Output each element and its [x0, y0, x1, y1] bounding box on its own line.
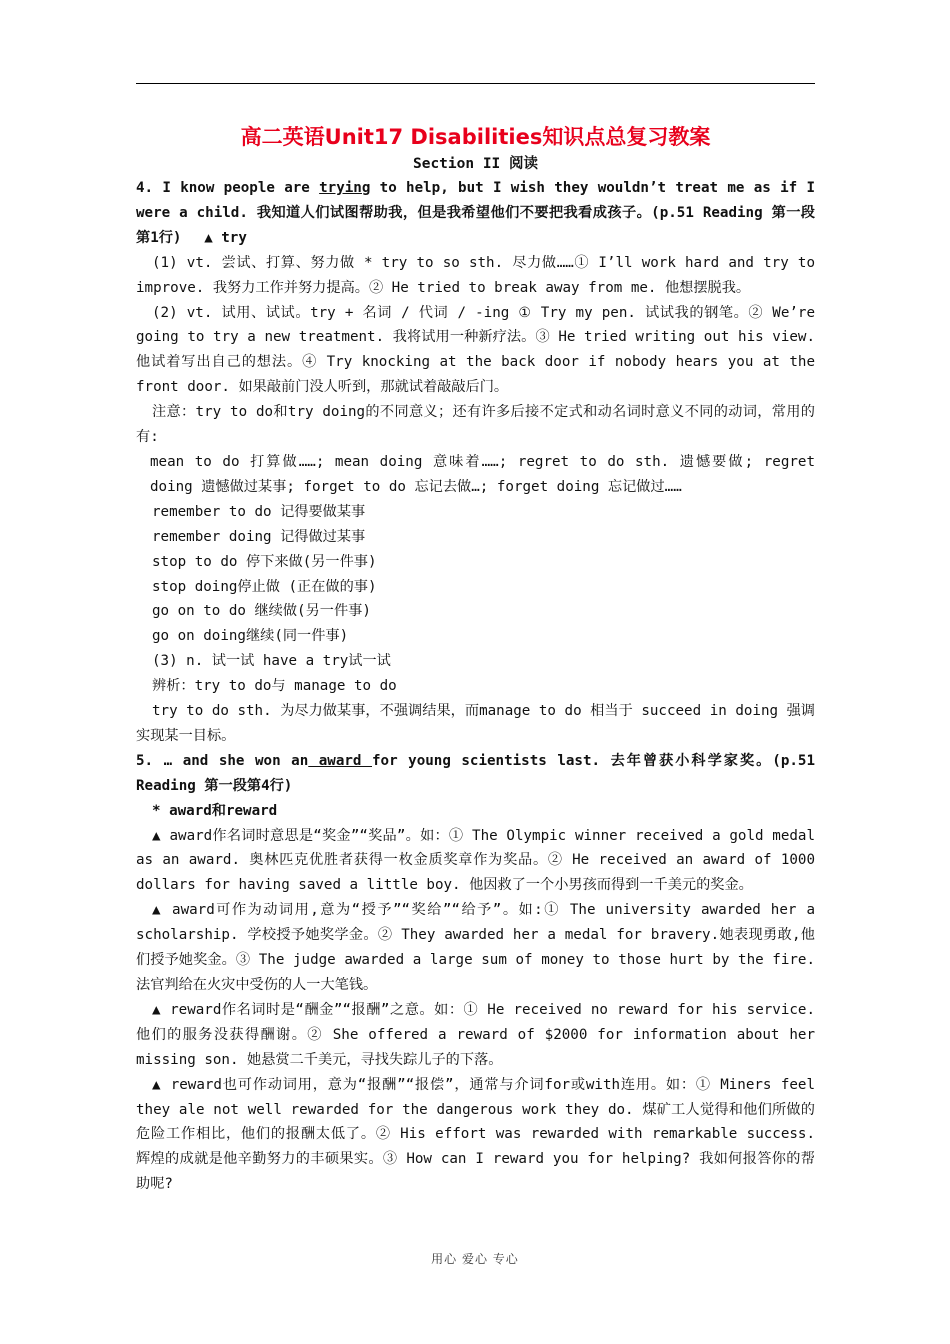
award-noun: ▲ award作名词时意思是“奖金”“奖品”。如：① The Olympic winner received a gold medal as an award. 奥林匹克优胜者获得一枚金质奖章作为奖品。② He received an award of 1000 dollars for having saved a little boy. 他因救了一个小男孩而得到一千美元的奖金。	[136, 827, 815, 894]
verb-pair-item: remember to do 记得要做某事	[152, 503, 366, 520]
item-4-heading	[136, 176, 815, 251]
award-reward-heading: * award和reward	[152, 802, 278, 819]
header-rule	[136, 83, 815, 84]
verb-pair-item: stop to do 停下来做(另一件事)	[152, 553, 377, 570]
verb-pairs-intro: mean to do 打算做……; mean doing 意味着……; regret to do sth. 遗憾要做; regret doing 遗憾做过某事; forget to do 忘记去做…; forget doing 忘记做过……	[150, 453, 815, 495]
item-4-number: 4.	[136, 180, 163, 196]
item-4-pre: I know people are	[162, 180, 320, 196]
verb-pair-item: stop doing停止做 (正在做的事)	[152, 578, 377, 595]
item-5-post: for young scientists last. 去年曾获小科学家奖。(p.51 Reading 第一段第4行)	[136, 752, 815, 794]
section-subtitle: Section II 阅读	[412, 156, 539, 172]
page-footer: 用心 爱心 专心	[431, 1252, 519, 1266]
reward-verb: ▲ reward也可作动词用，意为“报酬”“报偿”，通常与介词for或with连用。如：① Miners feel they ale not well rewarded for the dangerous work they do. 煤矿工人觉得和他们所做的危险工作相比，他们的报酬太低了。② His effort was rewarded with remarkable success. 辉煌的成就是他辛勤努力的丰硕果实。③ How can I reward you for helping? 我如何报答你的帮助呢?	[136, 1076, 815, 1193]
try-noun-usage: (3) n. 试一试 have a try试一试	[152, 653, 391, 670]
verb-pair-item: go on to do 继续做(另一件事)	[152, 603, 371, 620]
try-meaning-1: (1) vt. 尝试、打算、努力做 * try to so sth. 尽力做……① I’ll work hard and try to improve. 我努力工作并努力提高。② He tried to break away from me. 他想摆脱我。	[136, 254, 815, 296]
item-4-post: to help, but I wish they wouldn’t treat me as if I were a child. 我知道人们试图帮助我，但是我希望他们不要把我看成孩子。(p.51 Reading 第一段 第1行) ▲ try	[136, 180, 815, 246]
award-verb: ▲ award可作为动词用,意为“授予”“奖给”“给予”。如:① The university awarded her a scholarship. 学校授予她奖学金。② They awarded her a medal for bravery.她表现勇敢,他们授予她奖金。③ The judge awarded a large sum of money to those hurt by the fire. 法官判给在火灾中受伤的人一大笔钱。	[136, 902, 815, 993]
item-5-pre: … and she won an	[163, 752, 309, 769]
reward-noun: ▲ reward作名词时是“酬金”“报酬”之意。如：① He received no reward for his service. 他们的服务没获得酬谢。② She offered a reward of $2000 for information about her missing son. 她悬赏二千美元，寻找失踪儿子的下落。	[136, 1001, 815, 1068]
distinguish-text: try to do sth. 为尽力做某事，不强调结果，而manage to do 相当于 succeed in doing 强调实现某一目标。	[136, 703, 815, 744]
distinguish-heading: 辨析：try to do与 manage to do	[152, 678, 397, 695]
item-5-keyword: award	[308, 752, 372, 769]
try-meaning-2: (2) vt. 试用、试试。try + 名词 / 代词 / -ing ① Try my pen. 试试我的钢笔。② We’re going to try a new treatment. 我将试用一种新疗法。③ He tried writing out his view. 他试着写出自己的想法。④ Try knocking at the back door if nobody hears you at the front door. 如果敲前门没人听到，那就试着敲敲后门。	[136, 304, 815, 396]
item-4-keyword: trying	[319, 180, 371, 196]
verb-pair-item: remember doing 记得做过某事	[152, 528, 366, 545]
item-5-heading	[136, 749, 815, 799]
item-5-number: 5.	[136, 752, 164, 769]
page-title: 高二英语Unit17 Disabilities知识点总复习教案	[240, 125, 711, 149]
document-body	[136, 122, 815, 1197]
try-note: 注意：try to do和try doing的不同意义；还有许多后接不定式和动名词时意义不同的动词，常用的有:	[136, 404, 815, 446]
verb-pair-item: go on doing继续(同一件事)	[152, 628, 349, 645]
